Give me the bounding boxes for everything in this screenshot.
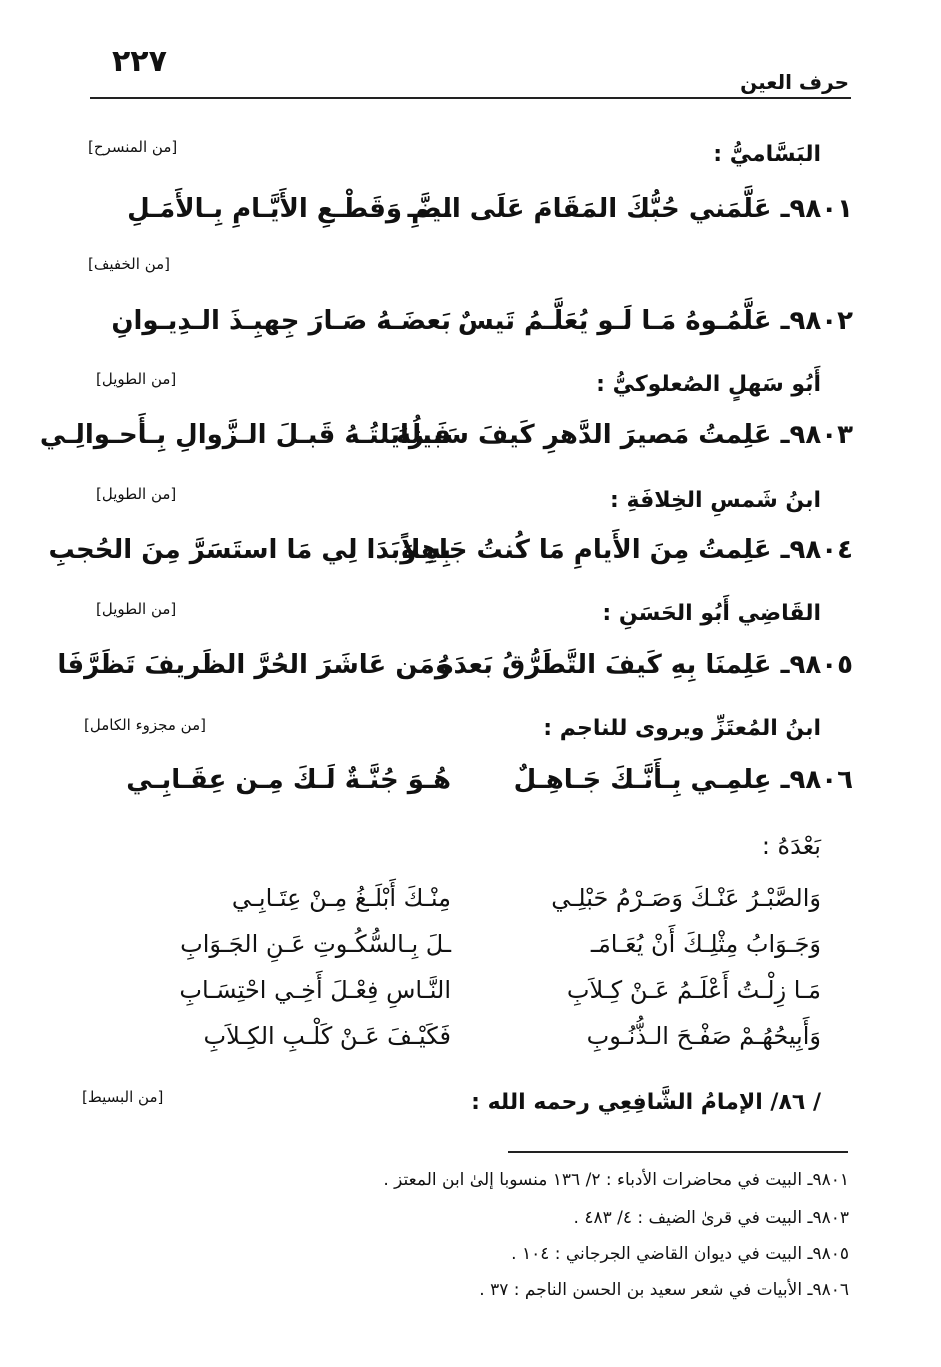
footnote-rule [508,1151,848,1153]
verse-first-hemistich: ٩٨٠١ـ عَلَّمَني حُبُّكَ المَقَامَ عَلَى الضَّـ [407,194,853,224]
section-title: / ٨٦/ الإمامُ الشَّافِعِي رحمه الله : [471,1090,821,1115]
verse-number: ٩٨٠٣ـ [780,420,853,450]
poem-second-hemistich: ـلَ بِـالسُّكُـوتِ عَـنِ الجَـوَابِ [180,930,451,958]
meter-label: [من مجزوء الكامل] [84,716,206,734]
poet-name: البَسَّاميُّ : [713,142,821,167]
poem-first-hemistich: مَـا زِلْـتُ أَعْلَـمُ عَـنْ كِـلاَبِ [566,976,821,1004]
verse-first-hemistich: ٩٨٠٥ـ عَلِمنَا بِهِ كَيفَ التَّطَرُّقُ بَعدَهُ [438,650,853,680]
poet-name: القَاضِي أَبُو الحَسَنِ : [602,601,821,626]
footnote: ٩٨٠٥ـ البيت في ديوان القاضي الجرجاني : ١٠٤ . [511,1244,849,1264]
meter-label: [من الخفيف] [88,255,171,273]
meter-label: [من الطويل] [96,600,177,618]
verse-second-hemistich: هُـوَ جُنَّـةٌ لَـكَ مِـن عِقَـابِـي [126,765,451,795]
poem-first-hemistich: وَأَبِيحُهُـمْ صَفْـحَ الـذُّنُـوبِ [586,1022,821,1050]
verse-first-hemistich: ٩٨٠٢ـ عَلَّمُـوهُ مَـا لَـو يُعَلَّـمُ تَيسٌ [457,306,853,336]
continuation-label: بَعْدَهُ : [761,832,821,860]
meter-label: [من المنسرح] [88,138,178,156]
poem-second-hemistich: مِنْـكَ أَبْلَـغُ مِـنْ عِتَـابِـي [231,884,451,912]
footnote: ٩٨٠١ـ البيت في محاضرات الأدباء : ٢/ ١٣٦ منسوبا إلىٰ ابن المعتز . [383,1170,849,1190]
verse-second-hemistich: وَمَن عَاشَرَ الحُرَّ الظَريفَ تَظَرَّفَا [57,650,451,680]
poem-first-hemistich: وَجَـوَابُ مِثْلِـكَ أَنْ يُعَـامَـ [590,930,821,958]
footnote: ٩٨٠٦ـ الأبيات في شعر سعيد بن الحسن الناجم : ٣٧ . [479,1280,849,1300]
poet-name: ابنُ المُعتَزِّ ويروى للناجم : [543,716,821,741]
meter-label: [من الطويل] [96,370,177,388]
verse-second-hemistich: بِهِ وَبَدَا لِي مَا استَسَرَّ مِنَ الحُجبِ [48,535,451,565]
page-number: ٢٢٧ [112,44,167,79]
chapter-title: حرف العين [740,70,849,94]
verse-second-hemistich: ـيمِ وَقَطْـعِ الأَيَّـامِ بِـالأَمَـلِ [127,194,451,224]
meter-label: [من البسيط] [82,1088,164,1106]
header-rule [90,97,851,99]
verse-first-hemistich: ٩٨٠٣ـ عَلِمتُ مَصيرَ الدَّهرِ كَيفَ سَبيلُهُ [395,420,853,450]
meter-label: [من الطويل] [96,485,177,503]
verse-number: ٩٨٠٢ـ [780,306,853,336]
poet-name: أَبُو سَهلٍ الصُعلوكيُّ : [596,372,821,397]
verse-number: ٩٨٠٥ـ [780,650,853,680]
poem-first-hemistich: وَالصَّبْـرُ عَنْـكَ وَصَـرْمُ حَبْلِـي [551,884,821,912]
poem-second-hemistich: النَّـاسِ فِعْـلَ أَخِـي احْتِسَـابِ [179,976,451,1004]
verse-first-hemistich: ٩٨٠٤ـ عَلِمتُ مِنَ الأَيامِ مَا كُنتُ جَاهِلاً [401,535,853,565]
verse-second-hemistich: بَعضَـهُ صَـارَ جِهبِـذَ الـدِيـوانِ [111,306,451,336]
verse-second-hemistich: فَـزايَلتُـهُ قَبـلَ الـزَّوالِ بِـأَحـوالِـي [39,420,451,450]
verse-number: ٩٨٠٦ـ [780,765,853,795]
poet-name: ابنُ شَمسِ الخِلافَةِ : [610,488,821,513]
verse-number: ٩٨٠٤ـ [780,535,853,565]
footnote: ٩٨٠٣ـ البيت في قرىٰ الضيف : ٤/ ٤٨٣ . [573,1208,849,1228]
poem-second-hemistich: فَكَيْـفَ عَـنْ كَلْـبِ الكِـلاَبِ [203,1022,451,1050]
verse-first-hemistich: ٩٨٠٦ـ عِلمِـي بِـأَنَّـكَ جَـاهِـلٌ [513,765,853,795]
verse-number: ٩٨٠١ـ [780,194,853,224]
